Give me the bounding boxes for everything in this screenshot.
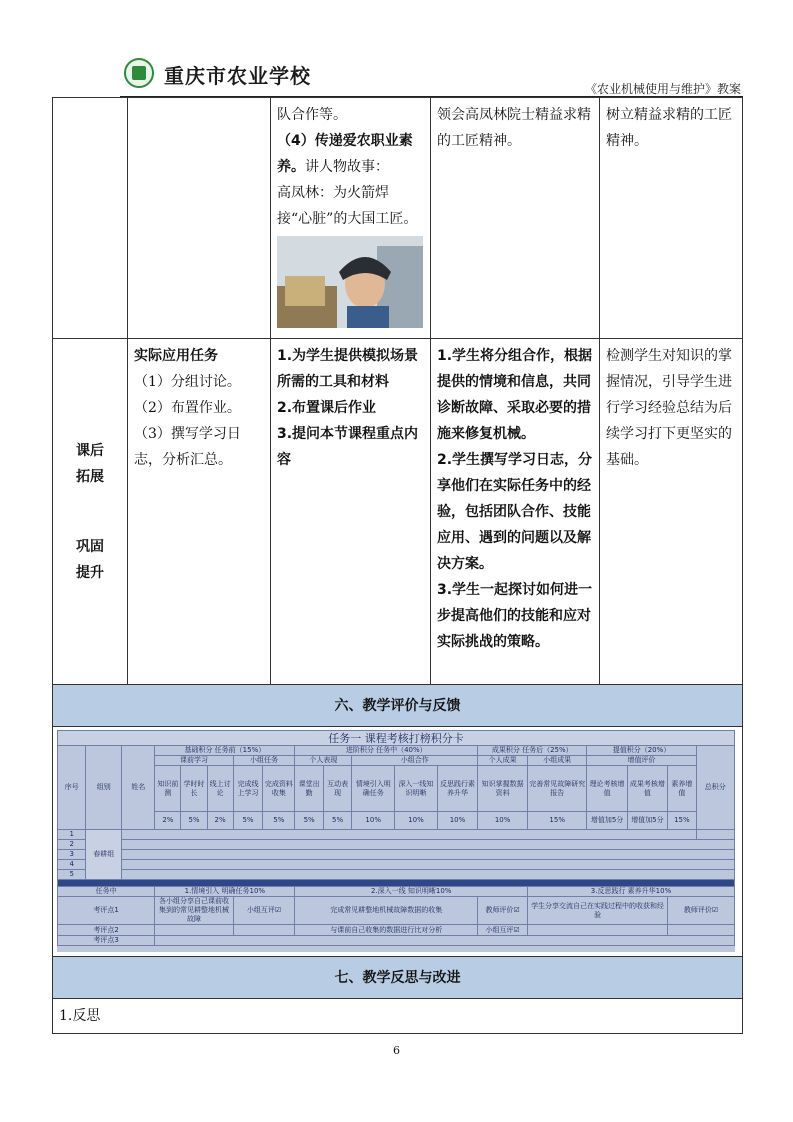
- design-intent-cell: [600, 98, 743, 339]
- group-name: 春耕组: [86, 830, 122, 880]
- column-header: 知识前测: [155, 766, 181, 812]
- subgroup-header: 个人成果: [478, 756, 528, 766]
- column-header: 完成资料收集: [263, 766, 295, 812]
- column-header: 完善常见故障研究报告: [528, 766, 587, 812]
- weight-cell: 增值加5分: [587, 812, 627, 830]
- task-label: 任务中: [58, 887, 155, 897]
- eval-mode: 小组互评☑: [478, 925, 528, 936]
- subgroup-header: 小组任务: [233, 756, 295, 766]
- list-item: （3）撰写学习日志，分析汇总。: [134, 426, 241, 468]
- eval-mode: 教师评价☑: [668, 897, 735, 925]
- list-item: 2.学生撰写学习日志，分享他们在实际任务中的经验，包括团队合作、技能应用、遇到的问题以及解决方案。: [437, 452, 593, 572]
- row-number: 1: [58, 830, 86, 840]
- course-title: 《农业机械使用与维护》教案: [584, 82, 741, 96]
- subgroup-header: 个人表现: [295, 756, 352, 766]
- list-item: 1.为学生提供模拟场景所需的工具和材料: [277, 348, 419, 390]
- stage-label: 课后: [76, 442, 104, 459]
- row-number: 5: [58, 870, 86, 880]
- table-row: [53, 685, 743, 727]
- eval-desc: 与课前自己收集的数据进行比对分析: [295, 925, 478, 936]
- cell-line: 讲人物故事：: [305, 159, 389, 175]
- task-phase: 2.深入一线 知识明晰10%: [295, 887, 528, 897]
- task-phase: 1.情境引入 明确任务10%: [155, 887, 295, 897]
- divider-bar: [58, 880, 735, 887]
- eval-label: 考评点1: [58, 897, 155, 925]
- column-header: 深入一线知识明晰: [395, 766, 438, 812]
- scorecard-table: [57, 730, 735, 946]
- school-name: 重庆市农业学校: [164, 64, 311, 88]
- group-header: 进阶积分 任务中（40%）: [295, 746, 478, 756]
- section-title-evaluation: 六、教学评价与反馈: [53, 685, 743, 727]
- stage-label: 巩固: [76, 538, 104, 555]
- weight-cell: 5%: [233, 812, 263, 830]
- eval-desc: 完成常见耕整地机械故障数据的收集: [295, 897, 478, 925]
- scorecard-title: 任务一 课程考核打榜积分卡: [58, 731, 735, 746]
- weight-cell: 10%: [395, 812, 438, 830]
- column-header: 课堂出勤: [295, 766, 323, 812]
- stage-cell-empty: [53, 98, 128, 339]
- weight-cell: 15%: [528, 812, 587, 830]
- column-header: 完成线上学习: [233, 766, 263, 812]
- list-item: （1）分组讨论。: [134, 374, 241, 390]
- eval-label: 考评点2: [58, 925, 155, 936]
- list-item: （2）布置作业。: [134, 400, 241, 416]
- row-number: 2: [58, 840, 86, 850]
- weight-cell: 增值加5分: [627, 812, 667, 830]
- row-number: 4: [58, 860, 86, 870]
- task-title: 实际应用任务: [134, 348, 218, 364]
- table-row: [53, 339, 743, 685]
- column-header: 互动表现: [323, 766, 351, 812]
- list-item: 2.布置课后作业: [277, 400, 377, 416]
- section-title-reflection: 七、教学反思与改进: [53, 957, 743, 999]
- table-row: [53, 999, 743, 1034]
- page-number: 6: [393, 1044, 400, 1057]
- header-cell: 序号: [58, 746, 86, 830]
- student-activity-cell: [431, 98, 600, 339]
- table-row: [53, 98, 743, 339]
- list-item: 3.学生一起探讨如何进一步提高他们的技能和应对实际挑战的策略。: [437, 582, 593, 650]
- teacher-activity-cell: [271, 98, 431, 339]
- row-number: 3: [58, 850, 86, 860]
- school-logo-icon: [124, 58, 154, 88]
- worker-photo: [277, 236, 423, 328]
- column-header: 学时时长: [181, 766, 207, 812]
- column-header: 成果考核增值: [627, 766, 667, 812]
- weight-cell: 5%: [263, 812, 295, 830]
- reflection-label: 1.反思: [53, 999, 743, 1034]
- column-header: 线上讨论: [207, 766, 233, 812]
- list-item: 1.学生将分组合作，根据提供的情境和信息，共同诊断故障、采取必要的措施来修复机械。: [437, 348, 593, 442]
- weight-cell: 15%: [668, 812, 696, 830]
- column-header: 情境引入明确任务: [352, 766, 395, 812]
- eval-desc: 各小组分享自己课前收集到的常见耕整地机械故障: [155, 897, 233, 925]
- cell-text: 树立精益求精的工匠精神。: [606, 107, 732, 149]
- eval-mode: 小组互评☑: [233, 897, 295, 925]
- stage-label: 提升: [76, 564, 104, 581]
- cell-line: 高凤林：为火箭焊接“心脏”的大国工匠。: [277, 185, 418, 227]
- weight-cell: 2%: [155, 812, 181, 830]
- group-header: 提值积分（20%）: [587, 746, 696, 756]
- column-header: 反思践行素养升华: [437, 766, 477, 812]
- group-header: 基础积分 任务前（15%）: [155, 746, 295, 756]
- weight-cell: 10%: [352, 812, 395, 830]
- weight-cell: 2%: [207, 812, 233, 830]
- subgroup-header: 课前学习: [155, 756, 233, 766]
- column-header: 理论考核增值: [587, 766, 627, 812]
- content-cell-empty: [128, 98, 271, 339]
- list-item: 3.提问本节课程重点内容: [277, 426, 419, 468]
- content-cell: [128, 339, 271, 685]
- cell-text: 检测学生对知识的掌握情况，引导学生进行学习经验总结为后续学习打下更坚实的基础。: [606, 348, 732, 468]
- weight-cell: 5%: [181, 812, 207, 830]
- weight-cell: 10%: [478, 812, 528, 830]
- header-cell: 组别: [86, 746, 122, 830]
- subgroup-header: 小组合作: [352, 756, 478, 766]
- column-header: 知识掌握数据资料: [478, 766, 528, 812]
- cell-text: 领会高凤林院士精益求精的工匠精神。: [437, 107, 591, 149]
- subgroup-header: 小组成果: [528, 756, 587, 766]
- eval-label: 考评点3: [58, 936, 155, 946]
- stage-cell: [53, 339, 128, 685]
- teacher-activity-cell: [271, 339, 431, 685]
- page-header: [120, 56, 743, 96]
- cell-line: 队合作等。: [277, 107, 347, 123]
- eval-desc: 学生分享交流自己在实践过程中的收获和经验: [528, 897, 668, 925]
- stage-label: 拓展: [76, 468, 104, 485]
- weight-cell: 5%: [323, 812, 351, 830]
- header-cell: 总积分: [696, 746, 734, 830]
- design-intent-cell: [600, 339, 743, 685]
- group-header: 成果积分 任务后（25%）: [478, 746, 587, 756]
- weight-cell: 10%: [437, 812, 477, 830]
- eval-mode: 教师评价☑: [478, 897, 528, 925]
- student-activity-cell: [431, 339, 600, 685]
- column-header: 素养增值: [668, 766, 696, 812]
- item-title: （4）传递爱农职业素养。: [277, 133, 413, 175]
- weight-cell: 5%: [295, 812, 323, 830]
- table-row: [53, 957, 743, 999]
- task-phase: 3.反思践行 素养升华10%: [528, 887, 735, 897]
- header-cell: 姓名: [122, 746, 155, 830]
- subgroup-header: 增值评价: [587, 756, 696, 766]
- scorecard: [57, 730, 735, 952]
